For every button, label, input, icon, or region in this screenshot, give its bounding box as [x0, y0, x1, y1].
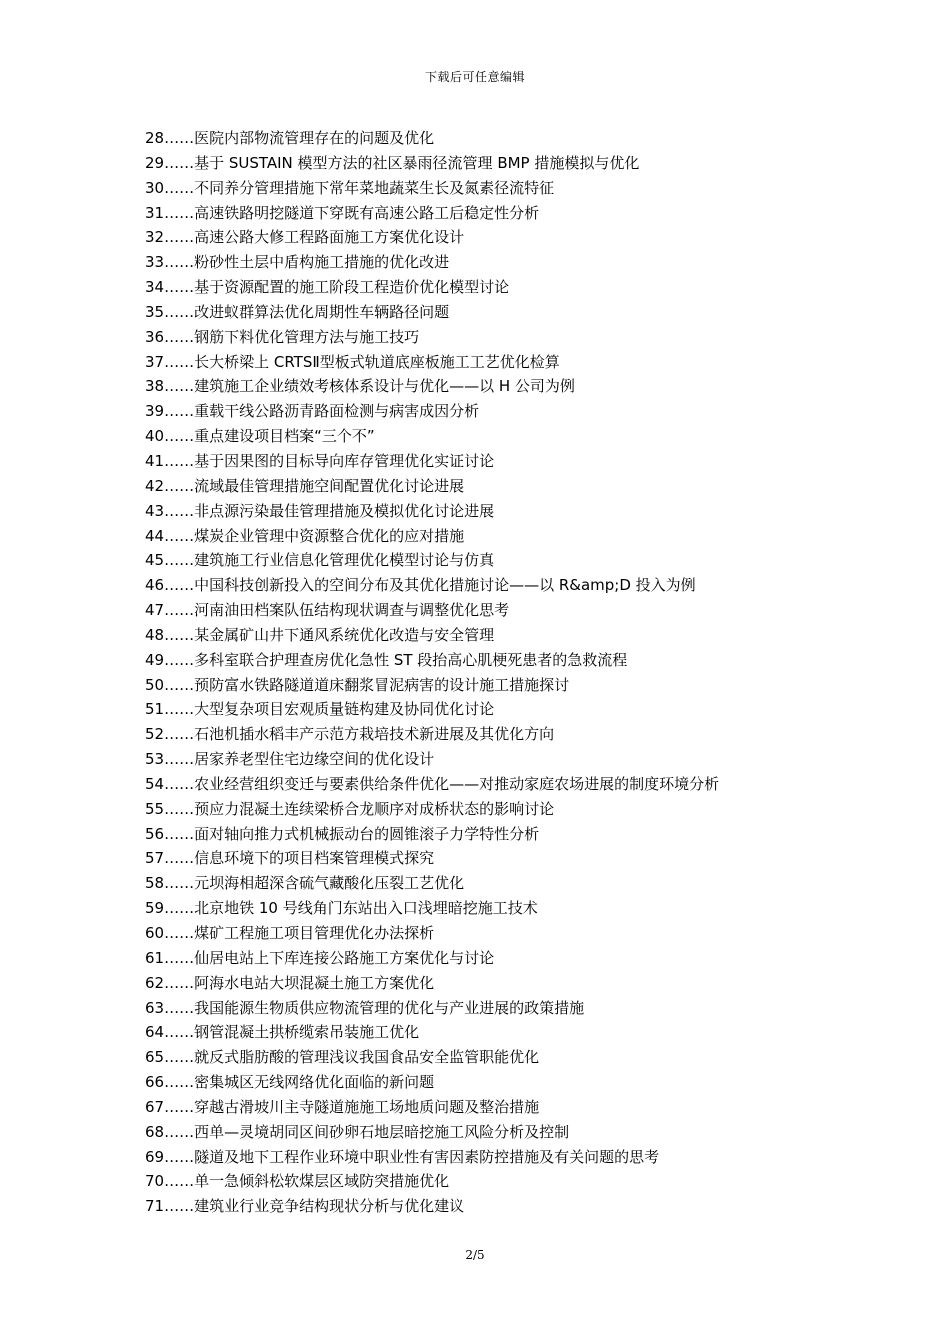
list-item: 54……农业经营组织变迁与要素供给条件优化——对推动家庭农场进展的制度环境分析 [145, 774, 720, 793]
list-item: 36……钢筋下料优化管理方法与施工技巧 [145, 327, 420, 346]
list-item: 49……多科室联合护理查房优化急性 ST 段抬高心肌梗死患者的急救流程 [145, 650, 628, 669]
list-item: 50……预防富水铁路隧道道床翻浆冒泥病害的设计施工措施探讨 [145, 675, 570, 694]
list-item: 48……某金属矿山井下通风系统优化改造与安全管理 [145, 625, 495, 644]
list-item: 43……非点源污染最佳管理措施及模拟优化讨论进展 [145, 501, 495, 520]
list-item: 56……面对轴向推力式机械振动台的圆锥滚子力学特性分析 [145, 824, 540, 843]
list-item: 69……隧道及地下工程作业环境中职业性有害因素防控措施及有关问题的思考 [145, 1147, 660, 1166]
list-item: 37……长大桥梁上 CRTSⅡ型板式轨道底座板施工工艺优化检算 [145, 352, 560, 371]
list-item: 40……重点建设项目档案“三个不” [145, 427, 375, 446]
list-item: 53……居家养老型住宅边缘空间的优化设计 [145, 750, 435, 769]
list-item: 44……煤炭企业管理中资源整合优化的应对措施 [145, 526, 465, 545]
list-item: 29……基于 SUSTAIN 模型方法的社区暴雨径流管理 BMP 措施模拟与优化 [145, 153, 640, 172]
list-item: 62……阿海水电站大坝混凝土施工方案优化 [145, 973, 435, 992]
list-item: 55……预应力混凝土连续梁桥合龙顺序对成桥状态的影响讨论 [145, 799, 555, 818]
list-item: 58……元坝海相超深含硫气藏酸化压裂工艺优化 [145, 874, 465, 893]
list-item: 70……单一急倾斜松软煤层区域防突措施优化 [145, 1172, 450, 1191]
list-item: 68……西单—灵境胡同区间砂卵石地层暗挖施工风险分析及控制 [145, 1122, 570, 1141]
list-item: 31……高速铁路明挖隧道下穿既有高速公路工后稳定性分析 [145, 203, 540, 222]
list-item: 39……重载干线公路沥青路面检测与病害成因分析 [145, 402, 480, 421]
list-item: 60……煤矿工程施工项目管理优化办法探析 [145, 924, 435, 942]
list-item: 32……高速公路大修工程路面施工方案优化设计 [145, 228, 465, 247]
list-item: 67……穿越古滑坡川主寺隧道施施工场地质问题及整治措施 [145, 1097, 540, 1116]
list-item: 66……密集城区无线网络优化面临的新问题 [145, 1073, 435, 1092]
list-item: 64……钢管混凝土拱桥缆索吊装施工优化 [145, 1023, 420, 1042]
list-item: 61……仙居电站上下库连接公路施工方案优化与讨论 [145, 948, 495, 967]
page-header: 下载后可任意编辑 [424, 70, 525, 84]
list-item: 51……大型复杂项目宏观质量链构建及协同优化讨论 [145, 700, 495, 719]
list-item: 41……基于因果图的目标导向库存管理优化实证讨论 [145, 451, 495, 470]
list-item: 30……不同养分管理措施下常年菜地蔬菜生长及氮素径流特征 [145, 178, 555, 197]
list-item: 71……建筑业行业竞争结构现状分析与优化建议 [145, 1197, 465, 1216]
list-item: 65……就反式脂肪酸的管理浅议我国食品安全监管职能优化 [145, 1048, 540, 1067]
page-number: 2/5 [465, 1248, 485, 1262]
list-item: 63……我国能源生物质供应物流管理的优化与产业进展的政策措施 [145, 998, 585, 1017]
entry-list [145, 126, 910, 1219]
list-item: 28……医院内部物流管理存在的问题及优化 [145, 129, 435, 147]
list-item: 38……建筑施工企业绩效考核体系设计与优化——以 H 公司为例 [145, 377, 575, 396]
list-item: 52……石池机插水稻丰产示范方栽培技术新进展及其优化方向 [145, 725, 555, 744]
list-item: 42……流域最佳管理措施空间配置优化讨论进展 [145, 476, 465, 495]
list-item: 59……北京地铁 10 号线角门东站出入口浅埋暗挖施工技术 [145, 899, 538, 918]
list-item: 45……建筑施工行业信息化管理优化模型讨论与仿真 [145, 551, 495, 570]
list-item: 34……基于资源配置的施工阶段工程造价优化模型讨论 [145, 278, 510, 297]
list-item: 47……河南油田档案队伍结构现状调查与调整优化思考 [145, 601, 510, 620]
list-item: 46……中国科技创新投入的空间分布及其优化措施讨论——以 R&amp;D 投入为例 [145, 576, 696, 595]
list-item: 33……粉砂性土层中盾构施工措施的优化改进 [145, 253, 450, 272]
list-item: 57……信息环境下的项目档案管理模式探究 [145, 849, 435, 868]
list-item: 35……改进蚁群算法优化周期性车辆路径问题 [145, 302, 450, 321]
